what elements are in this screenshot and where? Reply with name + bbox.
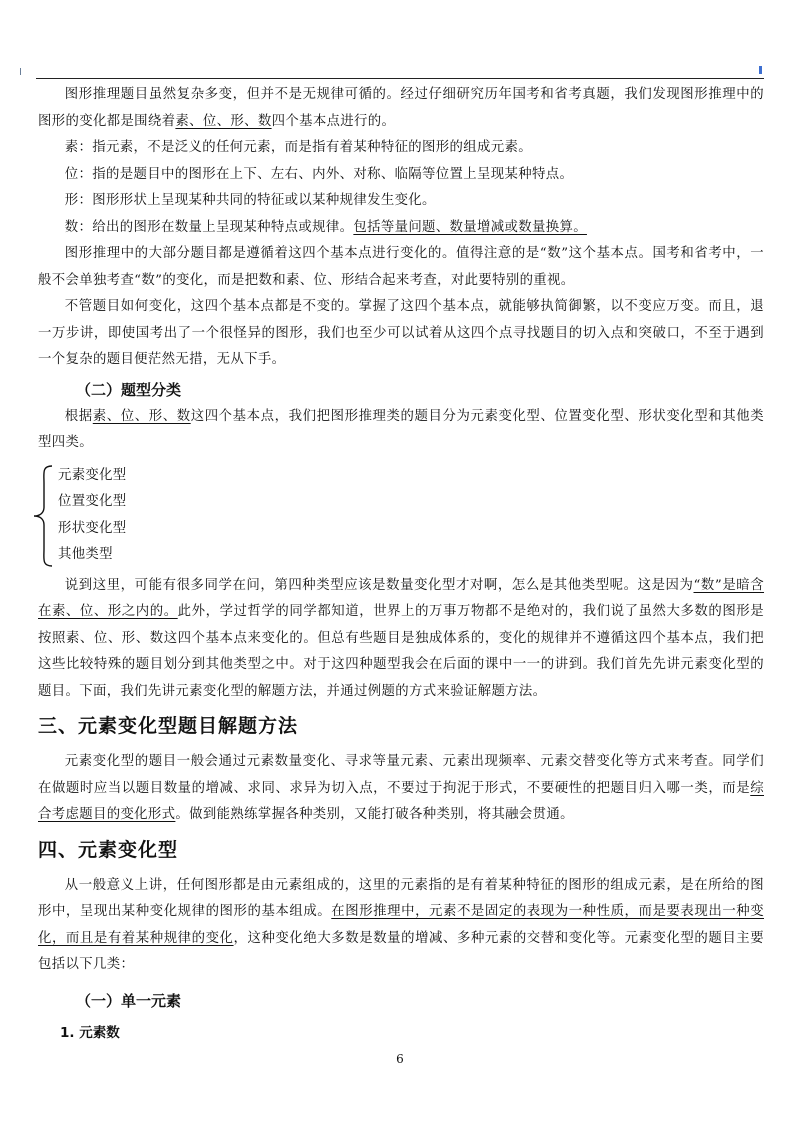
page-content bbox=[38, 82, 764, 1047]
heading-section-3: 三、元素变化型题目解题方法 bbox=[38, 715, 299, 737]
paragraph-element: 素：指元素，不是泛义的任何元素，而是指有着某种特征的图形的组成元素。 bbox=[64, 140, 532, 155]
underlined-text: 综合考虑题目的变化形式 bbox=[38, 780, 764, 822]
text-span: 四个基本点进行的。 bbox=[271, 113, 396, 129]
heading-section-4: 四、元素变化型 bbox=[38, 838, 179, 861]
paragraph-element-change bbox=[38, 873, 764, 979]
paragraph-number bbox=[38, 215, 764, 242]
curly-brace-icon bbox=[32, 463, 54, 569]
text-span: 图形推理题目虽然复杂多变，但并不是无规律可循的。经过仔细研究历年国考和省考真题，我们发现图形推理中的图形的变化都是围绕着 bbox=[38, 87, 764, 129]
paragraph-shape: 形：图形形状上呈现某种共同的特征或以某种规律发生变化。 bbox=[64, 193, 436, 208]
underlined-text: 素、位、形、数 bbox=[92, 408, 191, 424]
paragraph-position: 位：指的是题目中的图形在上下、左右、内外、对称、临隔等位置上呈现某种特点。 bbox=[64, 166, 574, 182]
type-list-item: 形状变化型 bbox=[58, 520, 127, 536]
page-number: 6 bbox=[396, 1052, 404, 1066]
brace-list-block bbox=[38, 463, 764, 569]
text-span: 元素变化型的题目一般会通过元素数量变化、寻求等量元素、元素出现频率、元素交替变化等方式来考查。同学们在做题时应当以题目数量的增减、求同、求异为切入点，不要过于拘泥于形式，不要硬性的把题目归入哪一类，而是 bbox=[38, 754, 764, 796]
underlined-text: “数”是暗含在素、位、形之内的。 bbox=[38, 577, 765, 619]
text-span: 从一般意义上讲，任何图形都是由元素组成的，这里的元素指的是有着某种特征的图形的组成元素，是在所给的图形中，呈现出某种变化规律的图形的基本组成。 bbox=[38, 877, 764, 919]
text-span: 。做到能熟练掌握各种类别，又能打破各种类别，将其融会贯通。 bbox=[175, 807, 574, 822]
underlined-text: 素、位、形、数 bbox=[175, 113, 272, 129]
underlined-text: 包括等量问题、数量增减或数量换算。 bbox=[353, 219, 587, 235]
paragraph-majority: 图形推理中的大部分题目都是遵循着这四个基本点进行变化的。值得注意的是“数”这个基本点。国考和省考中，一般不会单独考查“数”的变化，而是把数和素、位、形结合起来考查，对此要特别的重视。 bbox=[38, 246, 764, 288]
text-span: 此外，学过哲学的同学都知道，世界上的万事万物都不是绝对的，我们说了虽然大多数的图形是按照素、位、形、数这四个基本点来变化的。但总有些题目是独成体系的，变化的规律并不遵循这四个基本点，我们把这些比较特殊的题目划分到其他类型之中。对于这四种题型我会在后面的课中一一的讲到。我们首先先讲元素变化型的题目。下面，我们先讲元素变化型的解题方法，并通过例题的方式来验证解题方法。 bbox=[38, 604, 765, 699]
text-span: 这四个基本点，我们把图形推理类的题目分为元素变化型、位置变化型、形状变化型和其他类型四类。 bbox=[38, 408, 764, 450]
paragraph-classification bbox=[38, 404, 764, 457]
type-list-item: 位置变化型 bbox=[58, 494, 127, 509]
paragraph-method bbox=[38, 749, 764, 829]
paragraph-intro bbox=[38, 82, 764, 135]
paragraph-explanation bbox=[38, 573, 764, 706]
text-span: ，这种变化绝大多数是数量的增减、多种元素的交替和变化等。元素变化型的题目主要包括以下几类： bbox=[38, 930, 765, 972]
underlined-text: 在图形推理中，元素不是固定的表现为一种性质，而是要表现出一种变化，而且是有着某种规律的变化 bbox=[38, 904, 764, 946]
heading-single-element: （一）单一元素 bbox=[76, 991, 182, 1010]
type-list-item: 其他类型 bbox=[58, 547, 113, 562]
text-span: 根据 bbox=[64, 408, 93, 424]
text-span: 说到这里，可能有很多同学在问，第四种类型应该是数量变化型才对啊，怎么是其他类型呢。这是因为 bbox=[64, 577, 694, 593]
heading-type-classification: （二）题型分类 bbox=[76, 380, 182, 399]
paragraph-unchanged: 不管题目如何变化，这四个基本点都是不变的。掌握了这四个基本点，就能够执简御繁，以不变应万变。而且，退一万步讲，即使国考出了一个很怪异的图形，我们也至少可以试着从这四个点寻找题目的切入点和突破口，不至于遇到一个复杂的题目便茫然无措，无从下手。 bbox=[38, 299, 764, 367]
heading-element-count: 1. 元素数 bbox=[60, 1024, 120, 1041]
type-list-item: 元素变化型 bbox=[58, 467, 127, 483]
header-rule bbox=[36, 78, 764, 79]
type-list bbox=[58, 463, 126, 569]
text-span: 数：给出的图形在数量上呈现某种特点或规律。 bbox=[64, 219, 354, 235]
corner-mark-left bbox=[20, 68, 21, 75]
corner-mark-right bbox=[759, 66, 762, 74]
